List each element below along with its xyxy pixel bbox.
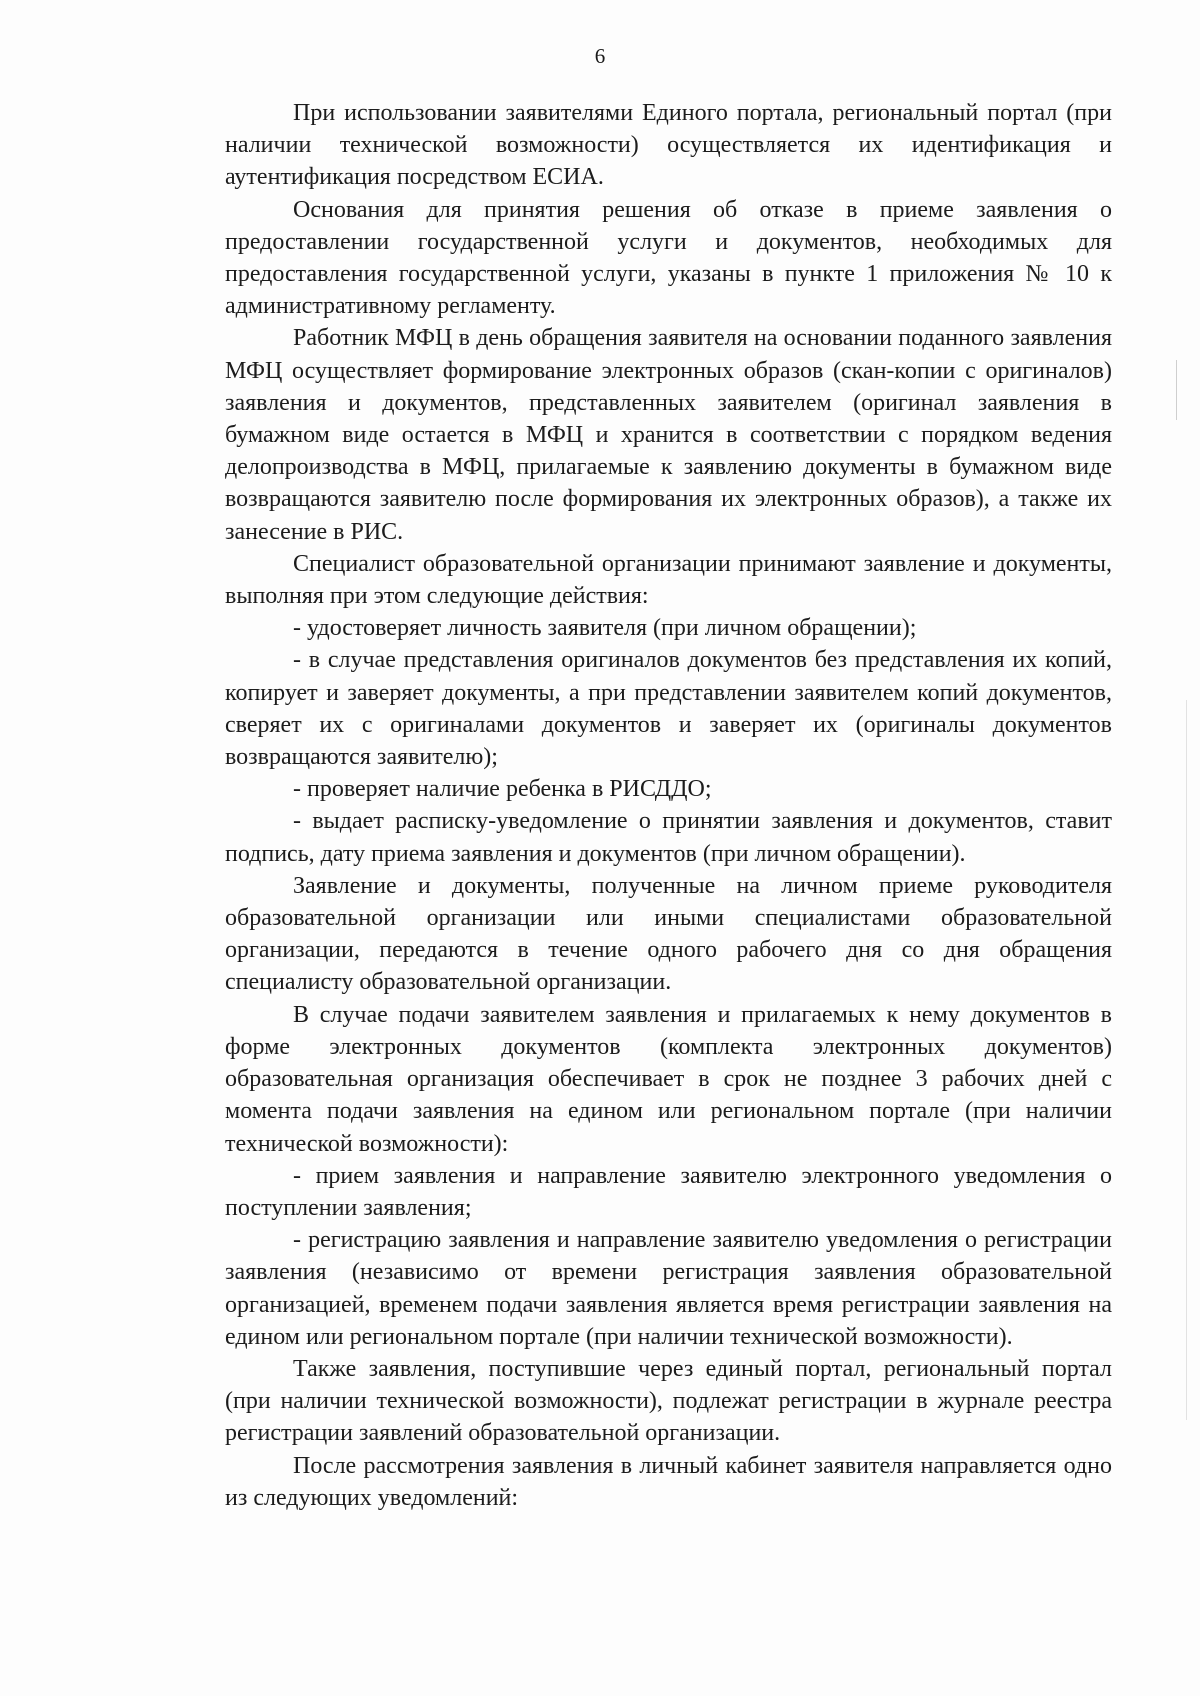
paragraph-documents-transfer: Заявление и документы, полученные на личном приеме руководителя образовательной организации или иными специалистами образовательной организации, передаются в течение одного рабочего дня со дня обращения специалисту образовательной организации.: [225, 872, 1112, 996]
paragraph-refusal-grounds: Основания для принятия решения об отказе в приеме заявления о предоставлении государственной услуги и документов, необходимых для предоставления государственной услуги, указаны в пункте 1 приложения № 10 к административному регламенту.: [225, 196, 1112, 320]
paragraph-notifications: После рассмотрения заявления в личный кабинет заявителя направляется одно из следующих уведомлений:: [225, 1452, 1112, 1511]
list-item-receive-notify: - прием заявления и направление заявителю электронного уведомления о поступлении заявления;: [225, 1162, 1112, 1221]
document-body: [225, 97, 1112, 1514]
list-item-verify-identity: - удостоверяет личность заявителя (при личном обращении);: [293, 615, 917, 642]
scan-edge-mark: [1176, 360, 1177, 420]
page-number: 6: [594, 44, 606, 68]
paragraph-mfc-worker: Работник МФЦ в день обращения заявителя на основании поданного заявления МФЦ осуществляет формирование электронных образов (скан-копии с оригиналов) заявления и документов, представленных заявителем (оригинал заявления в бумажном виде остается в МФЦ и хранится в соответствии с порядком ведения делопроизводства в МФЦ, прилагаемые к заявлению документы в бумажном виде возвращаются заявителю после формирования их электронных образов), а также их занесение в РИС.: [225, 325, 1112, 545]
paragraph-specialist-actions: Специалист образовательной организации принимают заявление и документы, выполняя при этом следующие действия:: [225, 550, 1112, 610]
paragraph-electronic-submission: В случае подачи заявителем заявления и прилагаемых к нему документов в форме электронных документов (комплекта электронных документов) образовательная организация обеспечивает в срок не позднее 3 рабочих дней с момента подачи заявления на едином или региональном портале (при наличии технической возможности):: [225, 1001, 1112, 1157]
list-item-register-notify: - регистрацию заявления и направление заявителю уведомления о регистрации заявления (независимо от времени регистрация заявления образовательной организацией, временем подачи заявления является время регистрации заявления на едином или региональном портале (при наличии технической возможности).: [225, 1227, 1112, 1350]
paragraph-esia-identification: При использовании заявителями Единого портала, региональный портал (при наличии технической возможности) осуществляется их идентификация и аутентификация посредством ЕСИА.: [225, 100, 1112, 191]
paragraph-portal-registration: Также заявления, поступившие через единый портал, региональный портал (при наличии технической возможности), подлежат регистрации в журнале реестра регистрации заявлений образовательной организации.: [225, 1355, 1112, 1447]
list-item-check-child: - проверяет наличие ребенка в РИСДДО;: [293, 776, 712, 803]
list-item-copy-documents: - в случае представления оригиналов документов без представления их копий, копирует и заверяет документы, а при представлении заявителем копий документов, сверяет их с оригиналами документов и заверяет их (оригиналы документов возвращаются заявителю);: [225, 647, 1112, 771]
scan-edge-mark: [1186, 700, 1187, 1420]
list-item-issue-receipt: - выдает расписку-уведомление о принятии заявления и документов, ставит подпись, дату приема заявления и документов (при личном обращении).: [225, 808, 1112, 867]
